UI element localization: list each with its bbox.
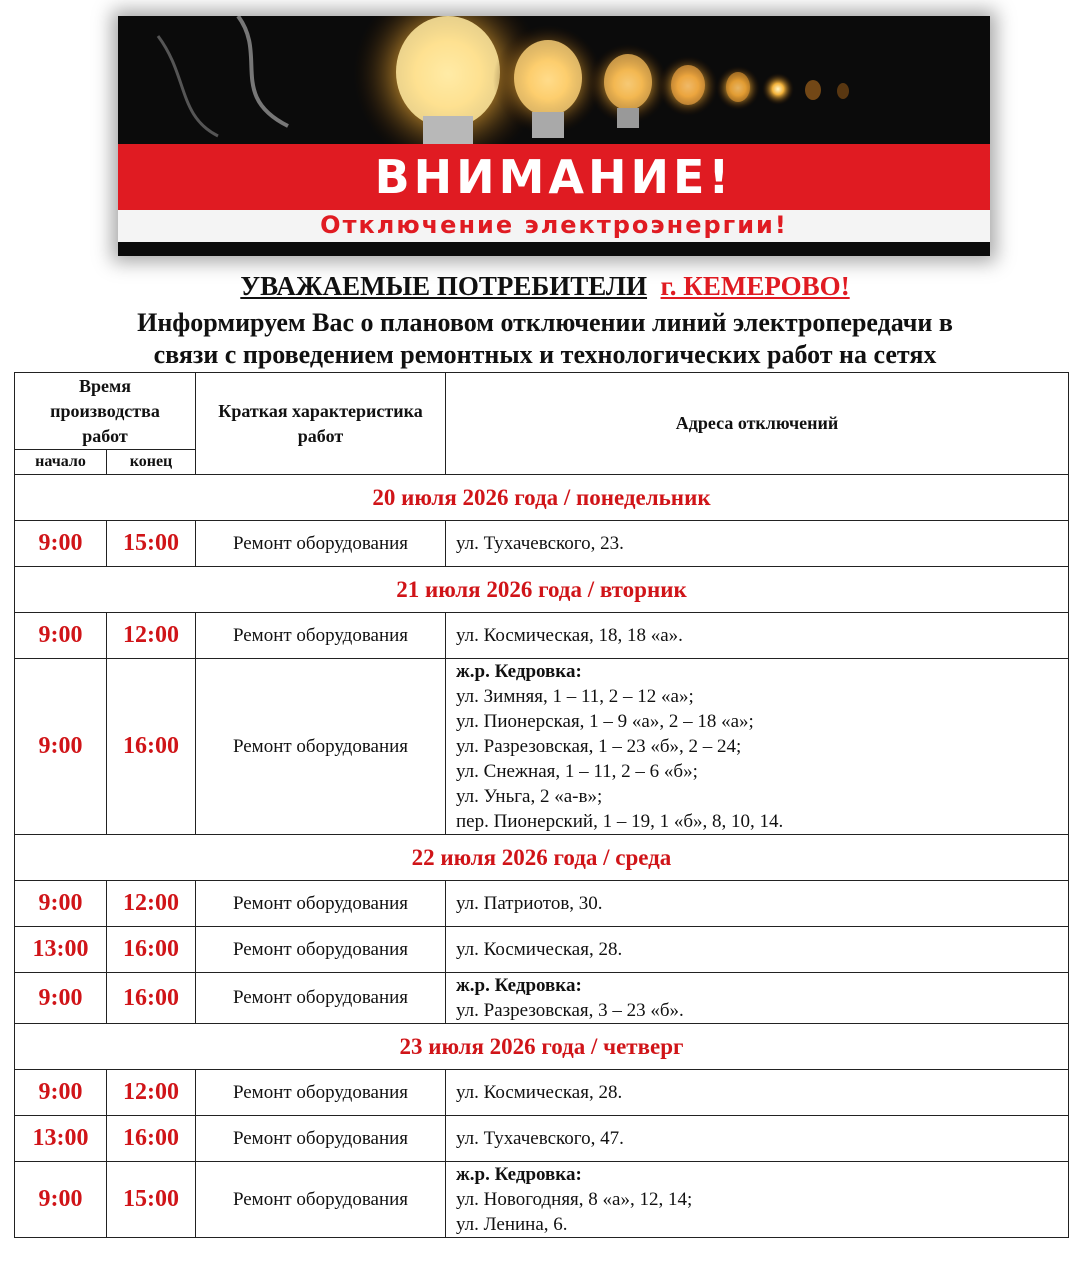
header-start: начало [15,450,107,475]
warning-banner [118,16,990,256]
table-row [15,1116,1069,1162]
district-name: ж.р. Кедровка: [456,1164,582,1185]
work-description: Ремонт оборудования [196,521,446,567]
district-name: ж.р. Кедровка: [456,661,582,682]
address-line: ул. Тухачевского, 47. [456,1128,624,1149]
address-cell [446,927,1069,973]
address-line: ул. Зимняя, 1 – 11, 2 – 12 «а»; [456,686,694,707]
start-time: 13:00 [15,927,107,973]
header-end: конец [107,450,196,475]
header-address: Адреса отключений [446,373,1069,475]
start-time: 9:00 [15,613,107,659]
intro-line-1: Информируем Вас о плановом отключении линий электропередачи в [137,308,953,337]
address-line: ул. Космическая, 28. [456,1082,623,1103]
notice-heading [0,270,1090,302]
work-description: Ремонт оборудования [196,1162,446,1238]
day-label: 21 июля 2026 года / вторник [15,567,1069,613]
day-header-row [15,567,1069,613]
light-bulbs-image [118,16,990,146]
start-time: 9:00 [15,521,107,567]
start-time: 13:00 [15,1116,107,1162]
district-name: ж.р. Кедровка: [456,975,582,996]
table-row [15,927,1069,973]
start-time: 9:00 [15,973,107,1024]
address-cell [446,1162,1069,1238]
work-description: Ремонт оборудования [196,613,446,659]
outage-schedule-table [14,372,1069,1238]
start-time: 9:00 [15,1162,107,1238]
address-line: ул. Разрезовская, 1 – 23 «б», 2 – 24; [456,736,742,757]
work-description: Ремонт оборудования [196,1070,446,1116]
address-cell [446,1116,1069,1162]
day-header-row [15,1024,1069,1070]
address-line: пер. Пионерский, 1 – 19, 1 «б», 8, 10, 14. [456,811,784,832]
start-time: 9:00 [15,881,107,927]
day-header-row [15,835,1069,881]
work-description: Ремонт оборудования [196,927,446,973]
address-cell [446,613,1069,659]
header-time: Время производства работ [15,373,196,450]
end-time: 16:00 [107,927,196,973]
address-line: ул. Новогодняя, 8 «а», 12, 14; [456,1189,693,1210]
address-cell [446,881,1069,927]
banner-subtitle: Отключение электроэнергии! [320,211,788,239]
address-cell [446,659,1069,835]
address-line: ул. Космическая, 28. [456,939,623,960]
address-cell [446,521,1069,567]
table-row [15,521,1069,567]
end-time: 16:00 [107,1116,196,1162]
end-time: 12:00 [107,613,196,659]
work-description: Ремонт оборудования [196,1116,446,1162]
table-row [15,1070,1069,1116]
table-row [15,881,1069,927]
end-time: 12:00 [107,1070,196,1116]
address-line: ул. Патриотов, 30. [456,893,603,914]
address-cell [446,973,1069,1024]
work-description: Ремонт оборудования [196,659,446,835]
table-row [15,973,1069,1024]
intro-line-2: связи с проведением ремонтных и технологических работ на сетях [153,340,937,369]
start-time: 9:00 [15,659,107,835]
end-time: 15:00 [107,521,196,567]
heading-addressee: УВАЖАЕМЫЕ ПОТРЕБИТЕЛИ [240,271,648,301]
day-header-row [15,475,1069,521]
heading-city: г. КЕМЕРОВО! [660,271,850,301]
end-time: 16:00 [107,973,196,1024]
address-line: ул. Ленина, 6. [456,1214,568,1235]
end-time: 15:00 [107,1162,196,1238]
day-label: 23 июля 2026 года / четверг [15,1024,1069,1070]
start-time: 9:00 [15,1070,107,1116]
address-line: ул. Тухачевского, 23. [456,533,624,554]
day-label: 22 июля 2026 года / среда [15,835,1069,881]
address-line: ул. Космическая, 18, 18 «а». [456,625,683,646]
address-line: ул. Уньга, 2 «а-в»; [456,786,603,807]
end-time: 16:00 [107,659,196,835]
address-line: ул. Пионерская, 1 – 9 «а», 2 – 18 «а»; [456,711,754,732]
table-header-row [15,373,1069,450]
table-row [15,659,1069,835]
table-row [15,1162,1069,1238]
address-line: ул. Разрезовская, 3 – 23 «б». [456,1000,684,1021]
day-label: 20 июля 2026 года / понедельник [15,475,1069,521]
work-description: Ремонт оборудования [196,973,446,1024]
address-cell [446,1070,1069,1116]
notice-intro [0,307,1090,371]
banner-title: ВНИМАНИЕ! [374,150,734,204]
table-row [15,613,1069,659]
address-line: ул. Снежная, 1 – 11, 2 – 6 «б»; [456,761,698,782]
header-work: Краткая характеристика работ [196,373,446,475]
work-description: Ремонт оборудования [196,881,446,927]
end-time: 12:00 [107,881,196,927]
